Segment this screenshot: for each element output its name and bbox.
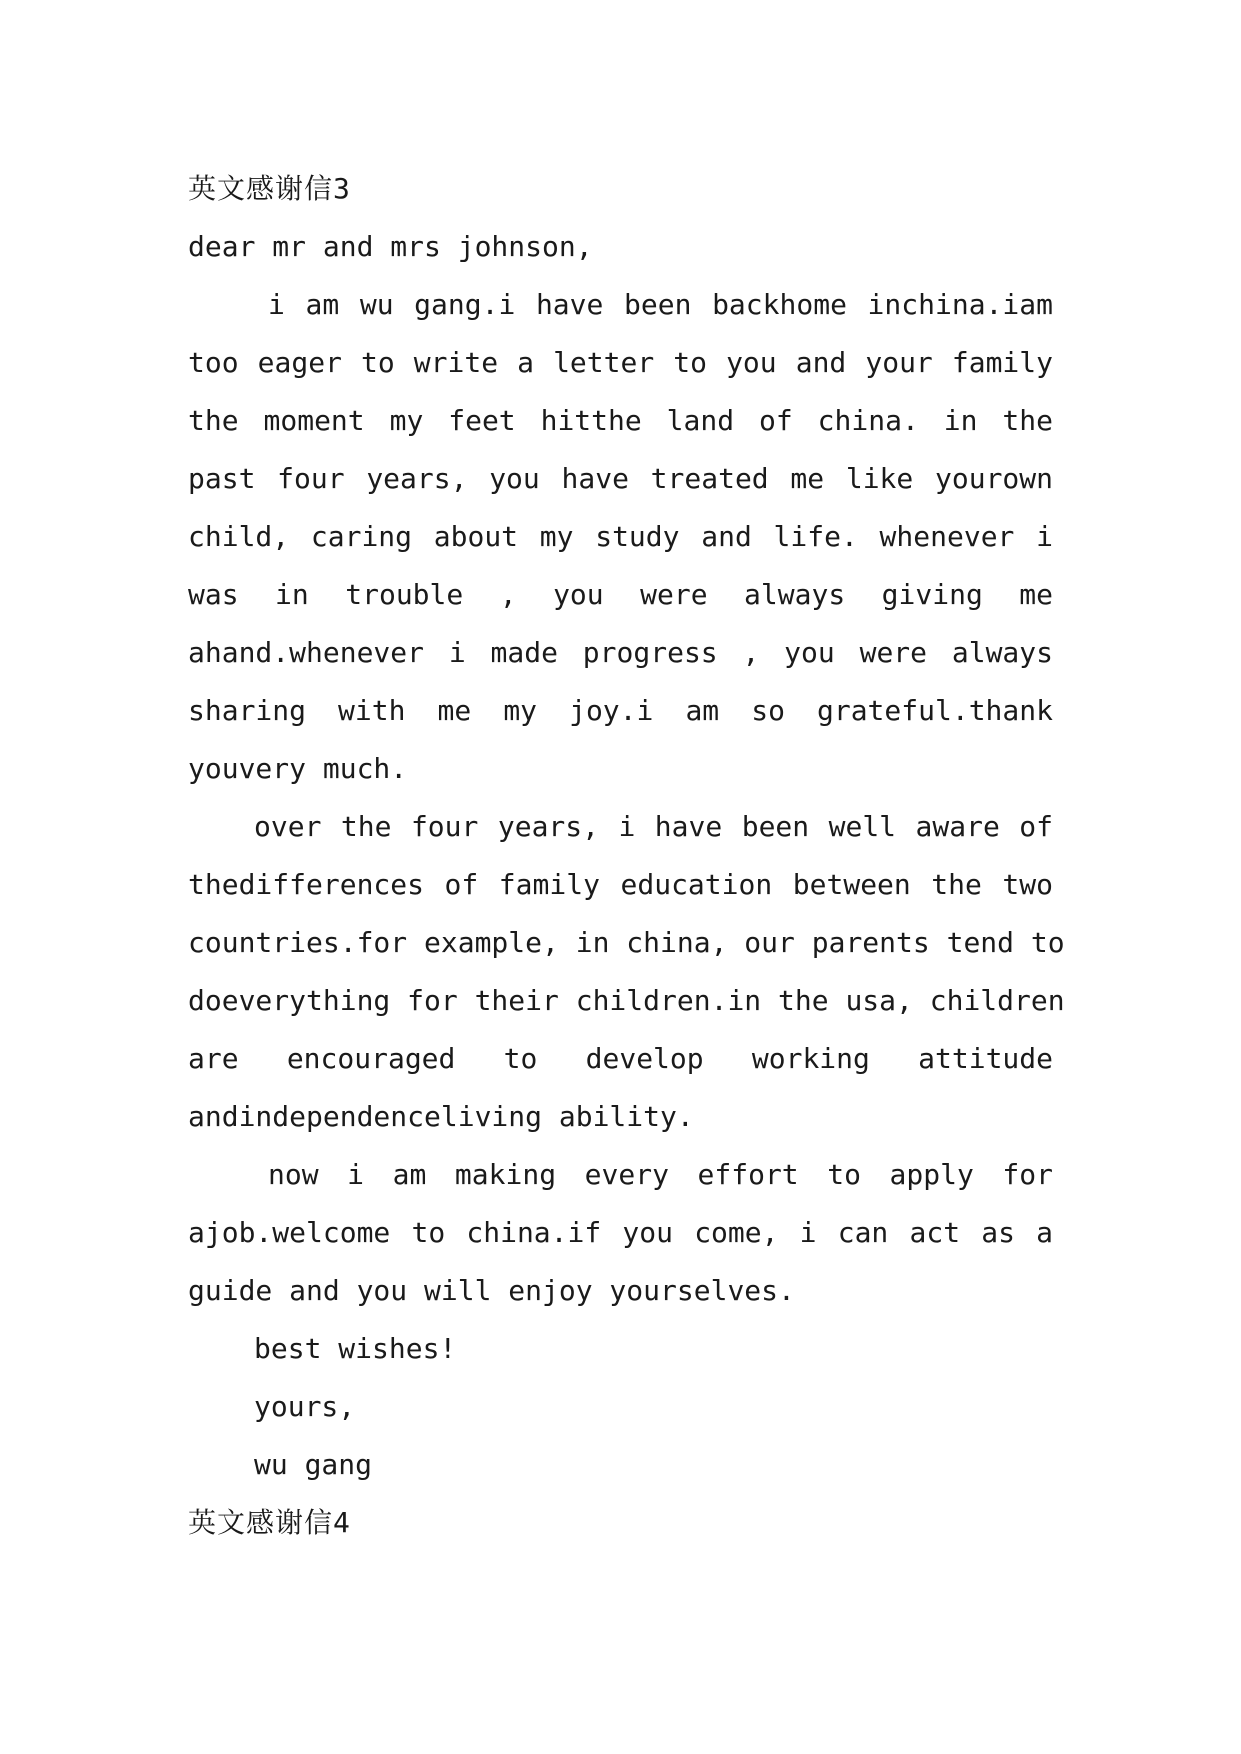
paragraph-line: over the four years, i have been well aware of [254,810,1053,843]
paragraph-line: ahand.whenever i made progress , you were always [188,636,1053,669]
paragraph-line: guide and you will enjoy yourselves. [188,1274,795,1307]
letter-page [188,160,1065,1552]
paragraph-line: youvery much. [188,752,408,785]
paragraph-line: doeverything for their children.in the usa, children [188,984,1065,1017]
paragraph-line: thedifferences of family education between the two [188,868,1053,901]
paragraph-line: sharing with me my joy.i am so grateful.thank [188,694,1053,727]
paragraph-line: ajob.welcome to china.if you come, i can act as a [188,1216,1053,1249]
closing: best wishes! [254,1332,457,1365]
salutation: dear mr and mrs johnson, [188,230,593,263]
paragraph-1 [188,276,1053,798]
paragraph-3 [188,1146,1053,1320]
paragraph-2 [188,798,1065,1146]
paragraph-line: past four years, you have treated me like yourown [188,462,1053,495]
paragraph-line: child, caring about my study and life. whenever i [188,520,1053,553]
heading-letter-3: 英文感谢信3 [188,172,351,205]
paragraph-line: the moment my feet hitthe land of china. in the [188,404,1053,437]
heading-letter-4: 英文感谢信4 [188,1506,351,1539]
paragraph-line: now i am making every effort to apply for [268,1158,1053,1191]
paragraph-line: too eager to write a letter to you and your family [188,346,1053,379]
paragraph-line: countries.for example, in china, our parents tend to [188,926,1065,959]
sign-off: yours, [254,1390,356,1423]
signature: wu gang [254,1448,373,1481]
paragraph-line: andindependenceliving ability. [188,1100,694,1133]
paragraph-line: was in trouble , you were always giving me [188,578,1053,611]
paragraph-line: are encouraged to develop working attitude [188,1042,1053,1075]
paragraph-line: i am wu gang.i have been backhome inchina.iam [268,288,1053,321]
